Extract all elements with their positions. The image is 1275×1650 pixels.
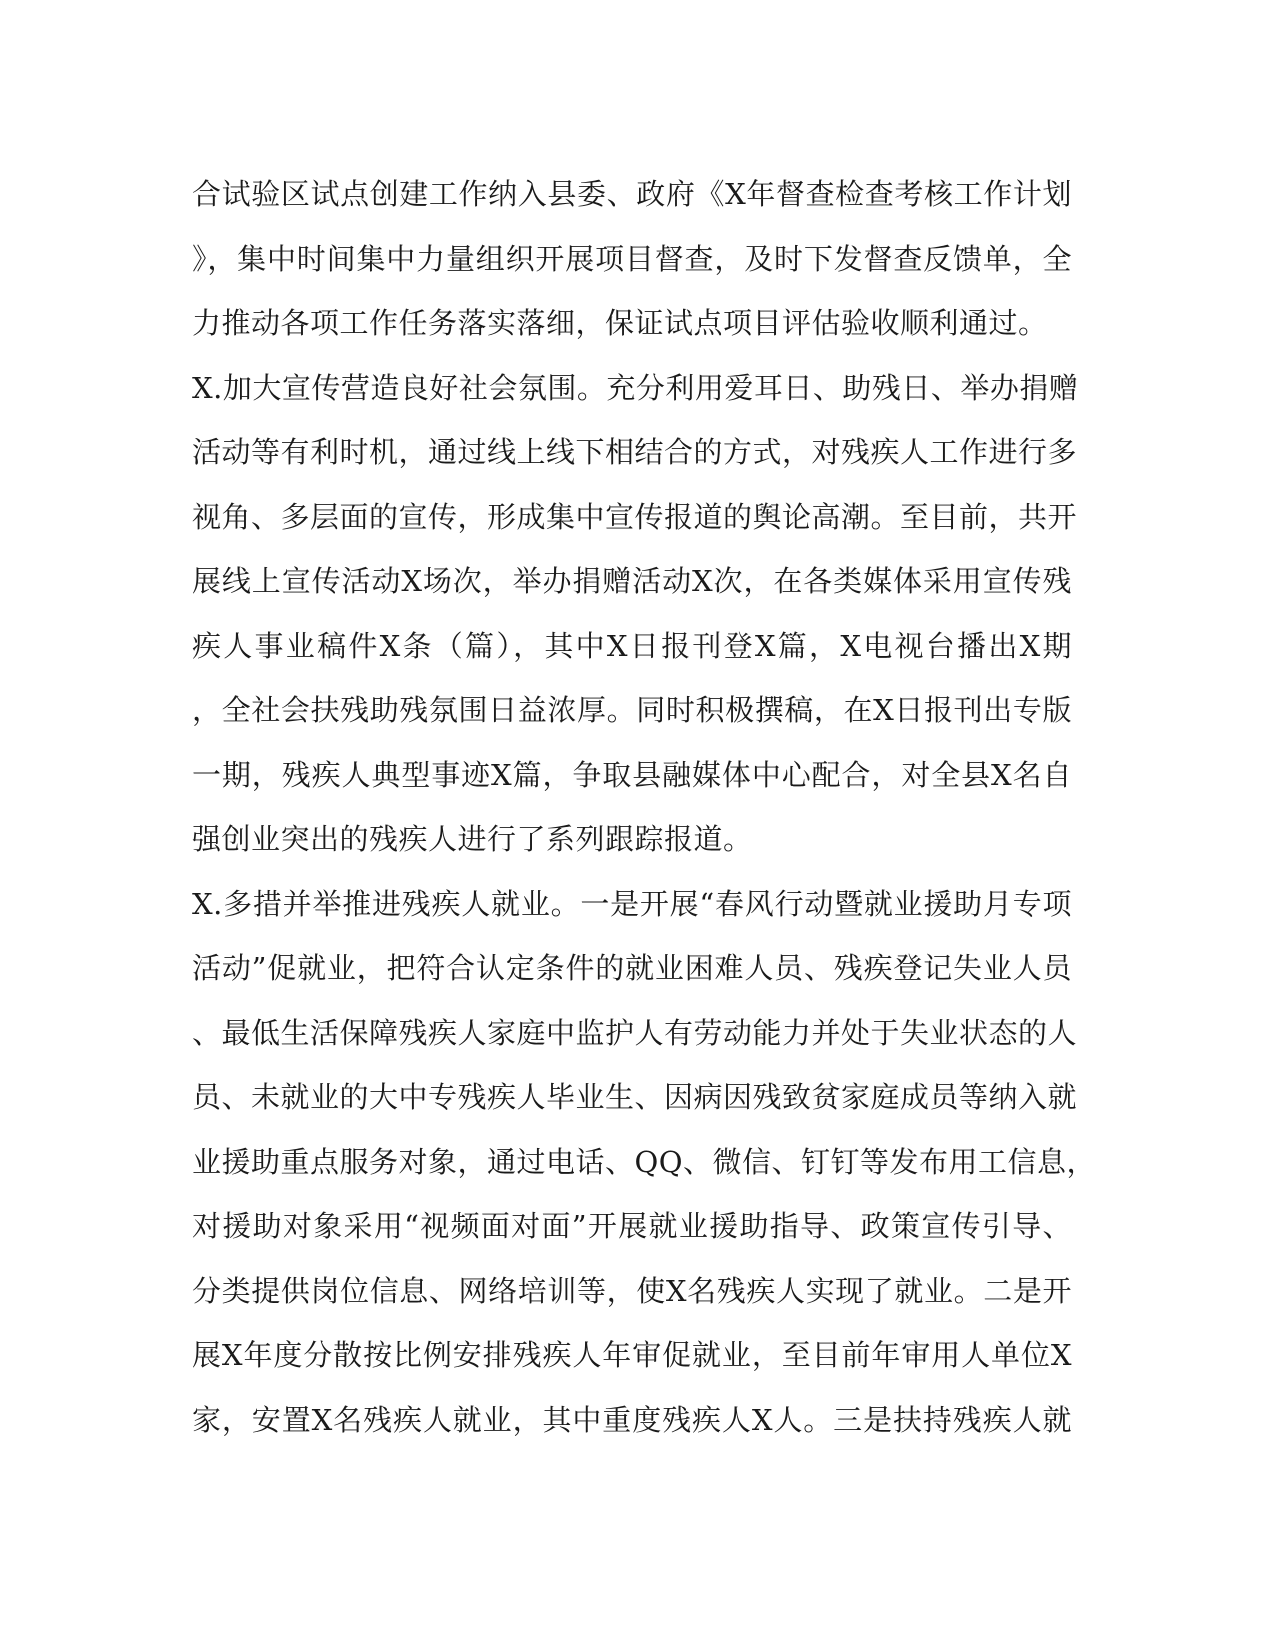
text-line: 一期，残疾人典型事迹X篇，争取县融媒体中心配合，对全县X名自 [192, 757, 1072, 792]
text-line: 疾人事业稿件X条（篇），其中X日报刊登X篇，X电视台播出X期 [192, 628, 1072, 663]
text-line: X.加大宣传营造良好社会氛围。充分利用爱耳日、助残日、举办捐赠 [192, 370, 1079, 405]
text-line: 分类提供岗位信息、网络培训等，使X名残疾人实现了就业。二是开 [192, 1273, 1072, 1308]
text-line: 合试验区试点创建工作纳入县委、政府《X年督查检查考核工作计划 [192, 177, 1072, 211]
text-line: 视角、多层面的宣传，形成集中宣传报道的舆论高潮。至目前，共开 [192, 499, 1078, 534]
text-line: 活动等有利时机，通过线上线下相结合的方式，对残疾人工作进行多 [192, 435, 1078, 469]
text-line: 活动”促就业，把符合认定条件的就业困难人员、残疾登记失业人员 [192, 951, 1072, 985]
text-line: 展X年度分散按比例安排残疾人年审促就业，至目前年审用人单位X [192, 1338, 1072, 1372]
text-line: 》，集中时间集中力量组织开展项目督查，及时下发督查反馈单，全 [192, 241, 1072, 276]
text-line: 强创业突出的残疾人进行了系列跟踪报道。 [192, 822, 753, 856]
text-line: 展线上宣传活动X场次，举办捐赠活动X次，在各类媒体采用宣传残 [192, 564, 1072, 598]
text-line: 对援助对象采用“视频面对面”开展就业援助指导、政策宣传引导、 [192, 1209, 1072, 1243]
text-line: ，全社会扶残助残氛围日益浓厚。同时积极撰稿，在X日报刊出专版 [192, 693, 1072, 727]
text-line: 家，安置X名残疾人就业，其中重度残疾人X人。三是扶持残疾人就 [192, 1402, 1072, 1437]
text-line: X.多措并举推进残疾人就业。一是开展“春风行动暨就业援助月专项 [192, 886, 1072, 921]
text-line: 业援助重点服务对象，通过电话、QQ、微信、钉钉等发布用工信息， [192, 1144, 1097, 1179]
body-text [192, 162, 1097, 1452]
text-line: 员、未就业的大中专残疾人毕业生、因病因残致贫家庭成员等纳入就 [192, 1080, 1078, 1114]
text-line: 力推动各项工作任务落实落细，保证试点项目评估验收顺利通过。 [192, 306, 1048, 340]
text-line: 、最低生活保障残疾人家庭中监护人有劳动能力并处于失业状态的人 [192, 1015, 1078, 1050]
